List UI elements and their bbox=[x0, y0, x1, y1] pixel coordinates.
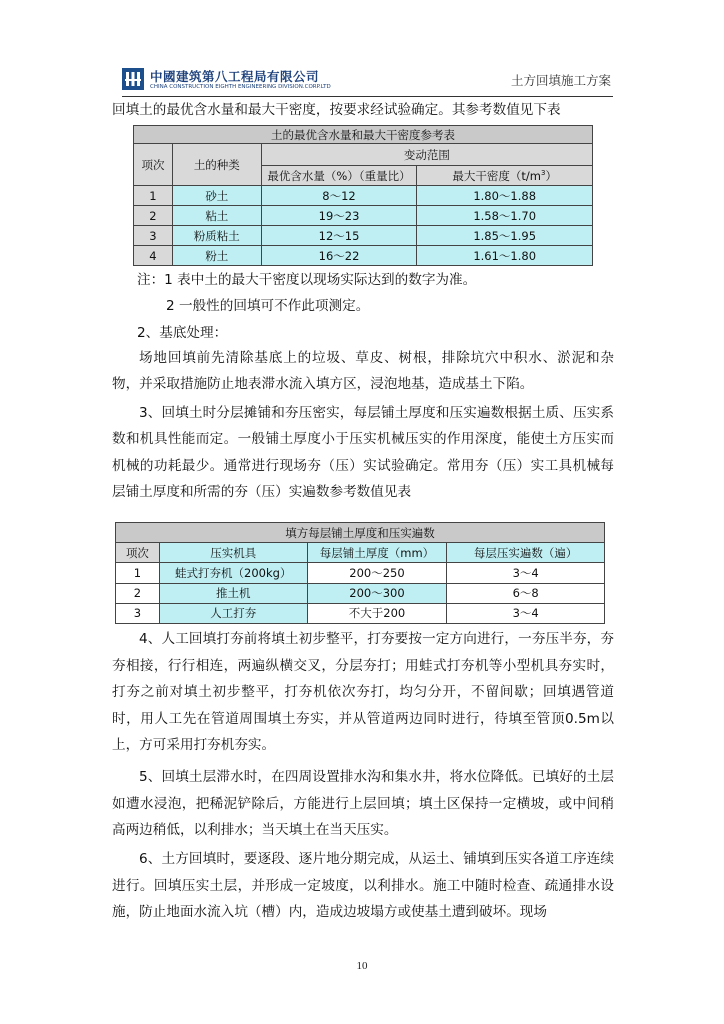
table2-cell-thickness: 200～300 bbox=[307, 583, 447, 603]
table2-cell-index: 2 bbox=[116, 583, 160, 603]
table1-cell-density: 1.80～1.88 bbox=[417, 186, 593, 206]
table1-header-moisture: 最优含水量（%）（重量比） bbox=[261, 166, 417, 186]
table-row bbox=[134, 186, 593, 206]
note-1: 注：1 表中土的最大干密度以现场实际达到的数字为准。 bbox=[137, 272, 477, 288]
table2-header-passes: 每层压实遍数（遍） bbox=[447, 543, 605, 563]
table1-cell-moisture: 12～15 bbox=[261, 226, 417, 246]
table1-cell-index: 4 bbox=[134, 246, 173, 266]
note-2: 2 一般性的回填可不作此项测定。 bbox=[166, 298, 370, 314]
section-5-body: 5、回填土层滞水时，在四周设置排水沟和集水井，将水位降低。已填好的土层如遭水浸泡，把稀泥铲除后，方能进行上层回填；填土区保持一定横坡，或中间稍高两边稍低，以利排水；当天填土在当天压实。 bbox=[112, 769, 614, 839]
company-name-en: CHINA CONSTRUCTION EIGHTH ENGINEERING DIVISION.CORP.LTD bbox=[150, 84, 331, 90]
section-6-body: 6、土方回填时，要逐段、逐片地分期完成，从运土、铺填到压实各道工序连续进行。回填压实土层，并形成一定坡度，以利排水。施工中随时检查、疏通排水设施，防止地面水流入坑（槽）内，造成边坡塌方或使基土遭到破坏。现场 bbox=[112, 851, 614, 921]
table1-title: 土的最优含水量和最大干密度参考表 bbox=[134, 126, 593, 144]
table2-cell-thickness: 不大于200 bbox=[307, 603, 447, 623]
table2-cell-passes: 3～4 bbox=[447, 603, 605, 623]
section-2-body: 场地回填前先清除基底上的垃圾、草皮、树根，排除坑穴中积水、淤泥和杂物，并采取措施防止地表滞水流入填方区，浸泡地基，造成基土下陷。 bbox=[112, 350, 614, 392]
table1-cell-moisture: 16～22 bbox=[261, 246, 417, 266]
table1-cell-moisture: 19～23 bbox=[261, 206, 417, 226]
table1-cell-index: 2 bbox=[134, 206, 173, 226]
table2-header-machine: 压实机具 bbox=[159, 543, 307, 563]
table1-cell-index: 1 bbox=[134, 186, 173, 206]
table1-cell-index: 3 bbox=[134, 226, 173, 246]
table1-header-index: 项次 bbox=[134, 144, 173, 186]
company-name-cn: 中國建筑第八工程局有限公司 bbox=[150, 69, 320, 84]
table1-header-soil: 土的种类 bbox=[172, 144, 261, 186]
table2-cell-machine: 人工打夯 bbox=[159, 603, 307, 623]
table2-cell-thickness: 200～250 bbox=[307, 563, 447, 583]
compaction-table bbox=[115, 522, 605, 624]
table1-cell-soil: 粘土 bbox=[172, 206, 261, 226]
soil-density-table bbox=[133, 125, 593, 266]
table-row bbox=[134, 226, 593, 246]
company-logo-icon bbox=[122, 68, 144, 90]
table1-cell-density: 1.85～1.95 bbox=[417, 226, 593, 246]
section-2-title: 2、基底处理： bbox=[137, 325, 228, 341]
table-row bbox=[134, 206, 593, 226]
table1-header-density: 最大干密度$(t/m^3)$ bbox=[417, 166, 593, 186]
document-title: 土方回填施工方案 bbox=[510, 73, 611, 88]
table1-cell-density: 1.61～1.80 bbox=[417, 246, 593, 266]
table1-cell-moisture: 8～12 bbox=[261, 186, 417, 206]
table1-cell-soil: 砂土 bbox=[172, 186, 261, 206]
table2-cell-passes: 6～8 bbox=[447, 583, 605, 603]
table2-header-index: 项次 bbox=[116, 543, 160, 563]
table2-header-thickness: 每层铺土厚度（mm） bbox=[307, 543, 447, 563]
intro-text: 回填土的最优含水量和最大干密度，按要求经试验确定。其参考数值见下表 bbox=[112, 102, 561, 118]
page-number: 10 bbox=[356, 960, 368, 972]
table2-title: 填方每层铺土厚度和压实遍数 bbox=[116, 523, 605, 543]
page-header bbox=[122, 62, 613, 97]
section-4-body: 4、人工回填打夯前将填土初步整平，打夯要按一定方向进行，一夯压半夯，夯夯相接，行行相连，两遍纵横交叉，分层夯打；用蛙式打夯机等小型机具夯实时，打夯之前对填土初步整平，打夯机依次夯打，均匀分开，不留间歇；回填遇管道时，用人工先在管道周围填土夯实，并从管道两边同时进行，待填至管顶0.5m以上，方可采用打夯机夯实。 bbox=[112, 631, 614, 754]
table1-cell-soil: 粉土 bbox=[172, 246, 261, 266]
table1-cell-soil: 粉质粘土 bbox=[172, 226, 261, 246]
table-row bbox=[116, 583, 605, 603]
table-row bbox=[134, 246, 593, 266]
table2-cell-index: 1 bbox=[116, 563, 160, 583]
table2-cell-index: 3 bbox=[116, 603, 160, 623]
table2-cell-machine: 蛙式打夯机（200kg） bbox=[159, 563, 307, 583]
table1-header-range: 变动范围 bbox=[261, 144, 592, 166]
table-row bbox=[116, 603, 605, 623]
table2-cell-passes: 3～4 bbox=[447, 563, 605, 583]
table1-cell-density: 1.58～1.70 bbox=[417, 206, 593, 226]
table-row bbox=[116, 563, 605, 583]
table2-cell-machine: 推土机 bbox=[159, 583, 307, 603]
section-3-body: 3、回填土时分层摊铺和夯压密实，每层铺土厚度和压实遍数根据土质、压实系数和机具性能而定。一般铺土厚度小于压实机械压实的作用深度，能使土方压实而机械的功耗最少。通常进行现场夯（压）实试验确定。常用夯（压）实工具机械每层铺土厚度和所需的夯（压）实遍数参考数值见表 bbox=[112, 405, 614, 501]
